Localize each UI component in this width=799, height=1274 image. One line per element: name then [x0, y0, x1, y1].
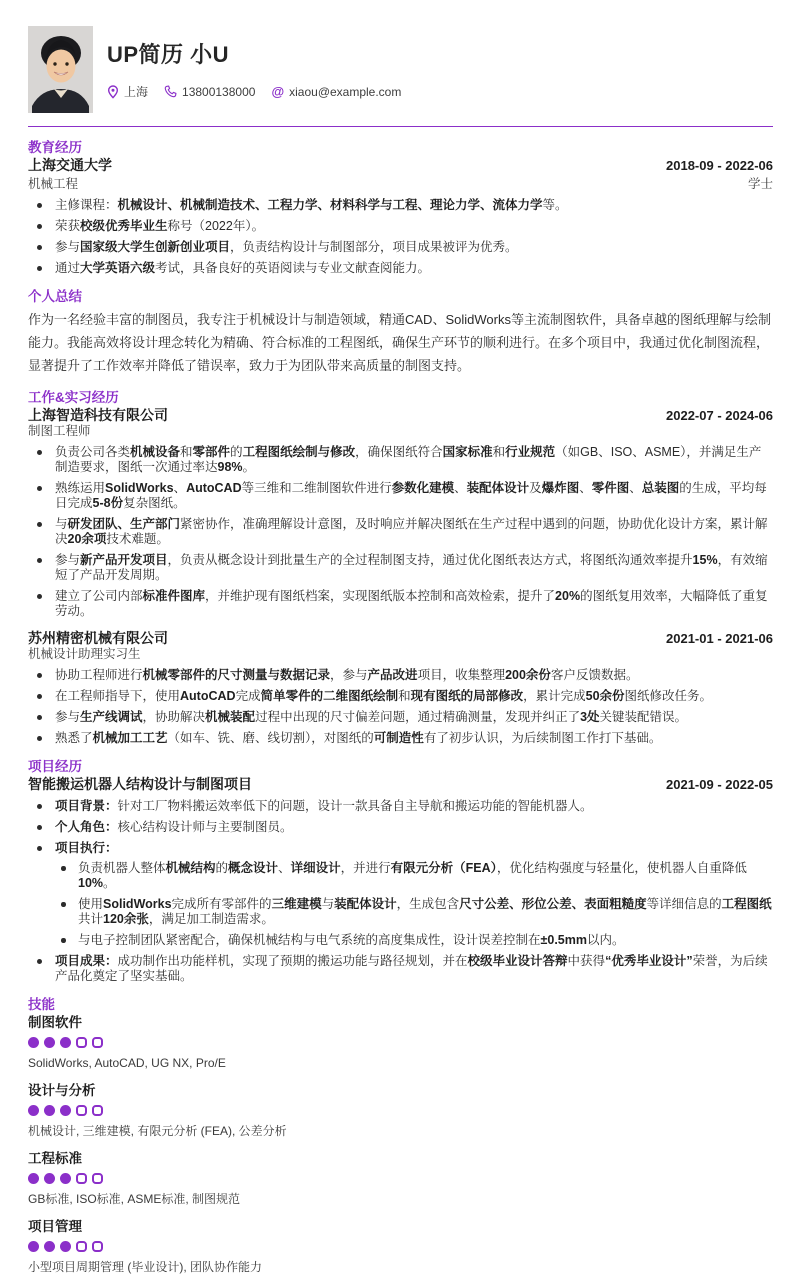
sub-bullet-item: 与电子控制团队紧密配合，确保机械结构与电气系统的高度集成性，设计误差控制在±0.5mm以内。 — [55, 933, 773, 948]
phone-icon — [164, 85, 177, 98]
avatar — [28, 26, 93, 113]
bullet-item: 参与生产线调试，协助解决机械装配过程中出现的尺寸偏差问题，通过精确测量，发现并纠正了3处关键装配错误。 — [28, 710, 773, 725]
work-entries — [28, 407, 773, 746]
skills-groups — [28, 1015, 773, 1274]
skill-dot-filled — [28, 1173, 39, 1184]
bullet-item: 通过大学英语六级考试，具备良好的英语阅读与专业文献查阅能力。 — [28, 261, 773, 276]
job-title: 机械设计助理实习生 — [28, 647, 141, 661]
skill-name: 制图软件 — [28, 1015, 82, 1030]
education-entry-head — [28, 157, 773, 174]
company-name: 上海智造科技有限公司 — [28, 407, 168, 423]
bullet-item: 在工程师指导下，使用AutoCAD完成简单零件的二维图纸绘制和现有图纸的局部修改，累计完成50余份图纸修改任务。 — [28, 689, 773, 704]
education-bullet-list — [28, 198, 773, 276]
school-name: 上海交通大学 — [28, 157, 112, 173]
section-title-work: 工作&实习经历 — [28, 390, 119, 405]
work-bullet-list — [28, 445, 773, 619]
bullet-item: 参与国家级大学生创新创业项目，负责结构设计与制图部分，项目成果被评为优秀。 — [28, 240, 773, 255]
location-text: 上海 — [124, 85, 149, 99]
bullet-item: 熟悉了机械加工工艺（如车、铣、磨、线切割），对图纸的可制造性有了初步认识，为后续制图工作打下基础。 — [28, 731, 773, 746]
email-text: xiaou@example.com — [289, 84, 402, 99]
skill-group — [28, 1219, 773, 1274]
project-date: 2021-09 - 2022-05 — [666, 777, 773, 792]
skill-level-dots — [28, 1241, 773, 1252]
skill-dot-filled — [28, 1037, 39, 1048]
skill-dot-filled — [44, 1037, 55, 1048]
project-entry-head — [28, 776, 773, 793]
skill-group — [28, 1083, 773, 1138]
avatar-photo-placeholder — [28, 26, 93, 113]
bullet-item: 个人角色：核心结构设计师与主要制图员。 — [28, 820, 773, 835]
bullet-item: 协助工程师进行机械零部件的尺寸测量与数据记录，参与产品改进项目，收集整理200余份客户反馈数据。 — [28, 668, 773, 683]
education-date: 2018-09 - 2022-06 — [666, 158, 773, 173]
section-skills — [28, 996, 773, 1274]
section-work — [28, 389, 773, 746]
bullet-item: 主修课程：机械设计、机械制造技术、工程力学、材料科学与工程、理论力学、流体力学等。 — [28, 198, 773, 213]
bullet-item: 项目执行： 负责机器人整体机械结构的概念设计、详细设计，并进行有限元分析（FEA），优化结构强度与轻量化，使机器人自重降低10%。 使用SolidWorks完成所有零部件的三维建模与装配体设计，生成包含尺寸公差、形位公差、表面粗糙度等详细信息的工程图纸共计120余张，满足加工制造需求。 与电子控制团队紧密配合，确保机械结构与电气系统的高度集成性，设计误差控制在±0.5mm以内。 — [28, 841, 773, 948]
skill-dot-filled — [60, 1105, 71, 1116]
sub-bullet-item: 使用SolidWorks完成所有零部件的三维建模与装配体设计，生成包含尺寸公差、形位公差、表面粗糙度等详细信息的工程图纸共计120余张，满足加工制造需求。 — [55, 897, 773, 927]
bullet-item: 荣获校级优秀毕业生称号（2022年）。 — [28, 219, 773, 234]
work-entry-subhead — [28, 424, 773, 439]
skill-name: 项目管理 — [28, 1219, 82, 1234]
sub-bullet-item: 负责机器人整体机械结构的概念设计、详细设计，并进行有限元分析（FEA），优化结构强度与轻量化，使机器人自重降低10%。 — [55, 861, 773, 891]
phone-item — [164, 85, 255, 99]
bullet-item: 参与新产品开发项目，负责从概念设计到批量生产的全过程制图支持，通过优化图纸表达方式，将图纸沟通效率提升15%，有效缩短了产品开发周期。 — [28, 553, 773, 583]
work-entry-head — [28, 407, 773, 424]
bullet-item: 熟练运用SolidWorks、AutoCAD等三维和二维制图软件进行参数化建模、装配体设计及爆炸图、零件图、总装图的生成，平均每日完成5-8份复杂图纸。 — [28, 481, 773, 511]
degree-name: 学士 — [747, 177, 773, 191]
section-title-skills: 技能 — [28, 997, 55, 1012]
bullet-item: 负责公司各类机械设备和零部件的工程图纸绘制与修改，确保图纸符合国家标准和行业规范（如GB、ISO、ASME），并满足生产制造要求，图纸一次通过率达98%。 — [28, 445, 773, 475]
work-date: 2021-01 - 2021-06 — [666, 631, 773, 646]
skill-dot-hollow — [76, 1105, 87, 1116]
bullet-item: 项目成果：成功制作出功能样机，实现了预期的搬运功能与路径规划，并在校级毕业设计答辩中获得“优秀毕业设计”荣誉，为后续产品化奠定了坚实基础。 — [28, 954, 773, 984]
resume-header — [28, 26, 773, 113]
skill-items: 小型项目周期管理 (毕业设计), 团队协作能力 — [28, 1260, 262, 1274]
skill-items: 机械设计, 三维建模, 有限元分析 (FEA), 公差分析 — [28, 1124, 287, 1138]
skill-dot-hollow — [76, 1241, 87, 1252]
skill-dot-hollow — [92, 1241, 103, 1252]
project-entries — [28, 776, 773, 984]
skill-dot-filled — [28, 1241, 39, 1252]
skill-dot-hollow — [76, 1173, 87, 1184]
skill-name: 工程标准 — [28, 1151, 82, 1166]
skill-dot-hollow — [92, 1105, 103, 1116]
project-name: 智能搬运机器人结构设计与制图项目 — [28, 776, 252, 792]
bullet-item: 项目背景：针对工厂物料搬运效率低下的问题，设计一款具备自主导航和搬运功能的智能机器人。 — [28, 799, 773, 814]
work-date: 2022-07 - 2024-06 — [666, 408, 773, 423]
skill-dot-filled — [44, 1241, 55, 1252]
major-name: 机械工程 — [28, 177, 79, 191]
section-title-education: 教育经历 — [28, 140, 82, 155]
skill-dot-filled — [60, 1173, 71, 1184]
education-entry-subhead — [28, 174, 773, 192]
skill-group — [28, 1151, 773, 1206]
location-item — [107, 83, 148, 100]
contact-row — [107, 83, 417, 100]
work-bullet-list — [28, 668, 773, 746]
work-entry-subhead — [28, 647, 773, 662]
phone-text: 13800138000 — [182, 84, 256, 99]
header-divider — [28, 126, 773, 127]
bullet-item: 建立了公司内部标准件图库，并维护现有图纸档案，实现图纸版本控制和高效检索，提升了20%的图纸复用效率，大幅降低了重复劳动。 — [28, 589, 773, 619]
skill-dot-hollow — [92, 1173, 103, 1184]
section-title-summary: 个人总结 — [28, 289, 82, 304]
at-icon: @ — [271, 84, 285, 99]
skill-group — [28, 1015, 773, 1070]
skill-items: GB标准, ISO标准, ASME标准, 制图规范 — [28, 1192, 241, 1206]
bullet-item: 与研发团队、生产部门紧密协作，准确理解设计意图，及时响应并解决图纸在生产过程中遇到的问题，协助优化设计方案，累计解决20余项技术难题。 — [28, 517, 773, 547]
summary-text: 作为一名经验丰富的制图员，我专注于机械设计与制造领域，精通CAD、SolidWorks等主流制图软件，具备卓越的图纸理解与绘制能力。我能高效将设计理念转化为精确、符合标准的工程图纸，确保生产环节的顺利进行。在多个项目中，我通过优化制图流程，显著提升了工作效率并降低了错误率，致力于为团队带来高质量的制图支持。 — [28, 312, 771, 373]
section-education — [28, 139, 773, 276]
location-pin-icon — [107, 85, 119, 99]
work-entry-head — [28, 630, 773, 647]
project-bullet-list — [28, 799, 773, 984]
education-entry — [28, 157, 773, 276]
company-name: 苏州精密机械有限公司 — [28, 630, 168, 646]
skill-level-dots — [28, 1105, 773, 1116]
skill-dot-filled — [60, 1037, 71, 1048]
skill-dot-filled — [28, 1105, 39, 1116]
skill-dot-filled — [44, 1173, 55, 1184]
work-entry — [28, 630, 773, 746]
skill-items: SolidWorks, AutoCAD, UG NX, Pro/E — [28, 1056, 226, 1070]
job-title: 制图工程师 — [28, 424, 91, 438]
skill-name: 设计与分析 — [28, 1083, 96, 1098]
section-summary — [28, 288, 773, 377]
work-entry — [28, 407, 773, 619]
email-item — [271, 85, 401, 99]
skill-dot-filled — [44, 1105, 55, 1116]
skill-dot-hollow — [92, 1037, 103, 1048]
skill-dot-hollow — [76, 1037, 87, 1048]
candidate-name: UP简历 小U — [107, 42, 230, 67]
header-info — [107, 26, 417, 113]
skill-level-dots — [28, 1173, 773, 1184]
project-entry — [28, 776, 773, 984]
section-title-projects: 项目经历 — [28, 759, 82, 774]
skill-dot-filled — [60, 1241, 71, 1252]
section-projects — [28, 758, 773, 984]
project-sub-bullet-list — [55, 861, 773, 948]
skill-level-dots — [28, 1037, 773, 1048]
